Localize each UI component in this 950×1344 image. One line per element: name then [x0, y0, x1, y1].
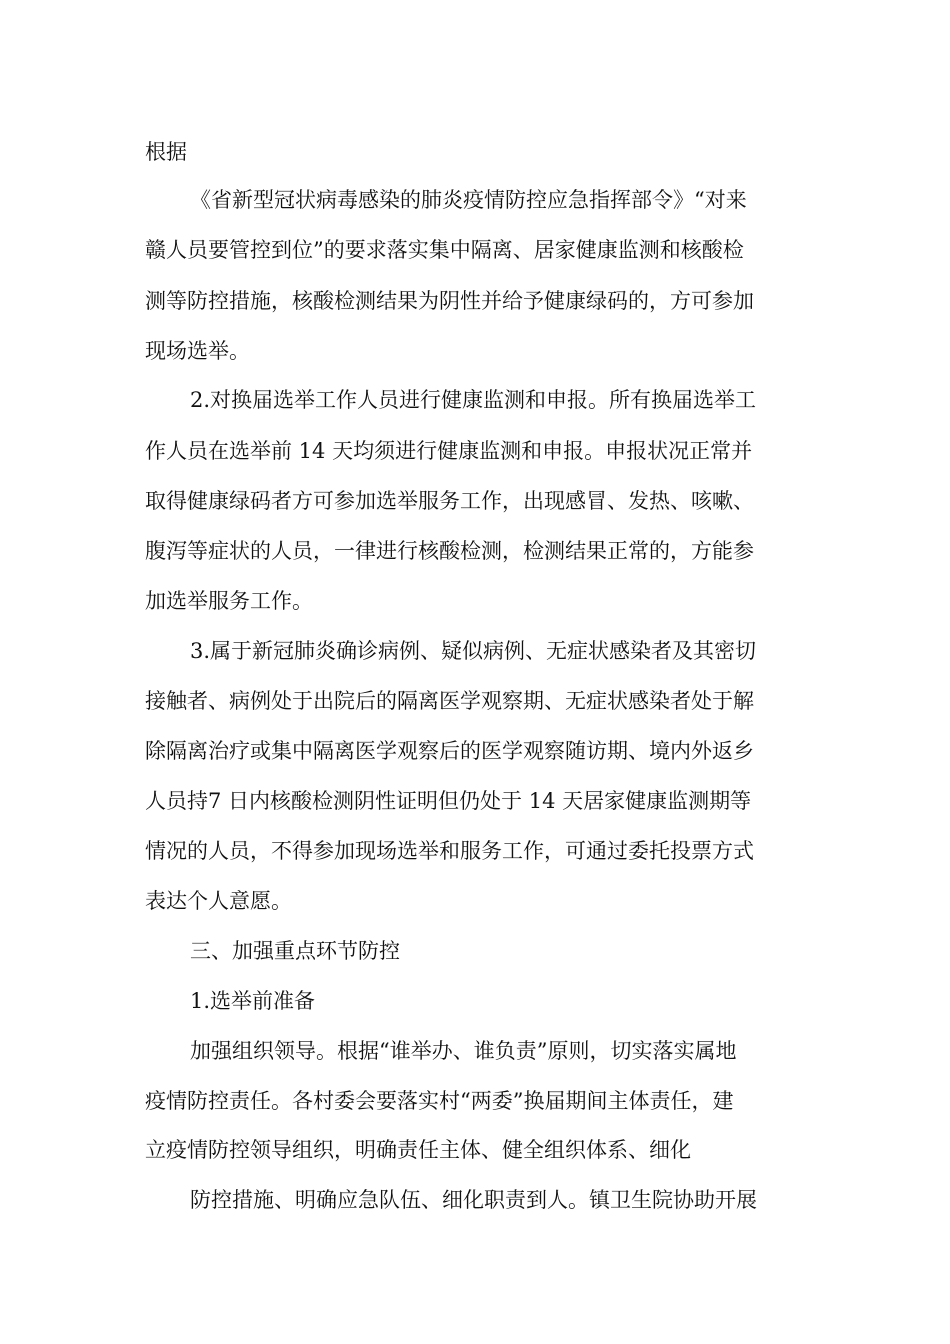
text-line: 防控措施、明确应急队伍、细化职责到人。镇卫生院协助开展	[190, 1188, 757, 1212]
text-line: 腹泻等症状的人员，一律进行核酸检测，检测结果正常的，方能参	[145, 539, 754, 563]
text-line: 接触者、病例处于出院后的隔离医学观察期、无症状感染者处于解	[145, 689, 754, 713]
text-line: 疫情防控责任。各村委会要落实村“两委”换届期间主体责任，建	[145, 1089, 734, 1113]
text-line: 加选举服务工作。	[145, 589, 313, 613]
text-line: 加强组织领导。根据“谁举办、谁负责”原则，切实落实属地	[190, 1039, 737, 1063]
text-line: 人员持7 日内核酸检测阴性证明但仍处于 14 天居家健康监测期等	[145, 789, 752, 813]
text-line: 表达个人意愿。	[145, 889, 292, 913]
section-heading: 三、加强重点环节防控	[190, 939, 400, 963]
text-line: 立疫情防控领导组织，明确责任主体、健全组织体系、细化	[145, 1138, 691, 1162]
text-line: 作人员在选举前 14 天均须进行健康监测和申报。申报状况正常并	[145, 439, 753, 463]
text-line: 《省新型冠状病毒感染的肺炎疫情防控应急指挥部令》“对来	[190, 188, 747, 212]
text-line: 除隔离治疗或集中隔离医学观察后的医学观察随访期、境内外返乡	[145, 739, 754, 763]
text-line: 2.对换届选举工作人员进行健康监测和申报。所有换届选举工	[190, 388, 757, 412]
text-line: 情况的人员，不得参加现场选举和服务工作，可通过委托投票方式	[145, 839, 754, 863]
subsection-heading: 1.选举前准备	[190, 989, 316, 1013]
text-line: 赣人员要管控到位”的要求落实集中隔离、居家健康监测和核酸检	[145, 238, 744, 262]
text-line: 3.属于新冠肺炎确诊病例、疑似病例、无症状感染者及其密切	[190, 639, 757, 663]
text-line: 取得健康绿码者方可参加选举服务工作，出现感冒、发热、咳嗽、	[145, 489, 754, 513]
text-line: 现场选举。	[145, 339, 250, 363]
text-line: 测等防控措施，核酸检测结果为阴性并给予健康绿码的，方可参加	[145, 289, 754, 313]
text-line: 根据	[145, 140, 187, 164]
